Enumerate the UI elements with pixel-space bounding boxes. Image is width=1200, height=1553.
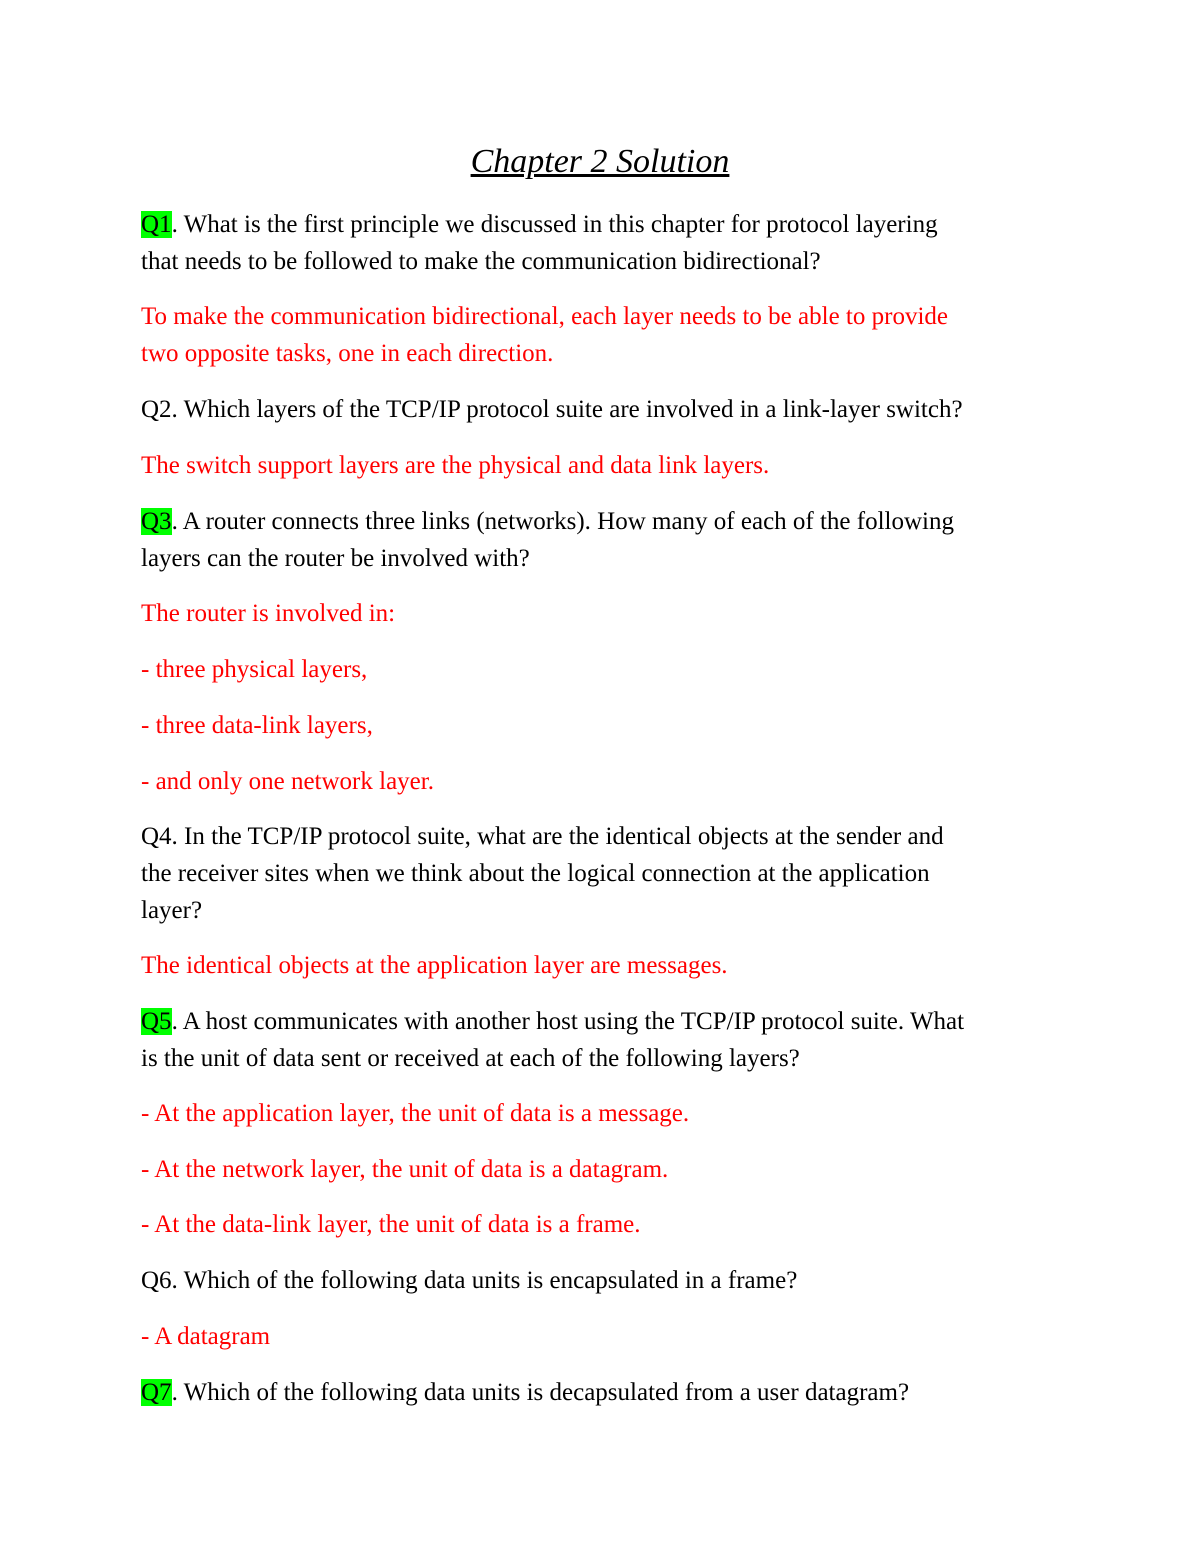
question-4-line-1: Q4. In the TCP/IP protocol suite, what are the identical objects at the sender and — [141, 823, 944, 850]
question-5 — [141, 1003, 1061, 1077]
question-5-line-2: is the unit of data sent or received at each of the following layers? — [141, 1045, 800, 1072]
question-1-label: Q1 — [141, 211, 172, 238]
answer-2 — [141, 447, 1061, 484]
question-7 — [141, 1374, 1061, 1411]
question-5-line-1: . A host communicates with another host using the TCP/IP protocol suite. What — [171, 1008, 965, 1035]
question-7-line-1: . Which of the following data units is decapsulated from a user datagram? — [171, 1379, 910, 1406]
question-4-line-2: the receiver sites when we think about the logical connection at the application — [141, 860, 930, 887]
answer-5-item-1-text: - At the application layer, the unit of data is a message. — [141, 1100, 690, 1127]
answer-3-item-1 — [141, 651, 1061, 688]
page-title: Chapter 2 Solution — [470, 143, 730, 180]
answer-3-item-3 — [141, 763, 1061, 800]
answer-6-text: - A datagram — [141, 1323, 271, 1350]
answer-5-item-2-text: - At the network layer, the unit of data is a datagram. — [141, 1156, 669, 1183]
answer-5-item-3 — [141, 1206, 1061, 1243]
question-1 — [141, 206, 1061, 280]
answer-3-item-2-text: - three data-link layers, — [141, 712, 373, 739]
answer-5-item-3-text: - At the data-link layer, the unit of data is a frame. — [141, 1211, 641, 1238]
answer-5-item-1 — [141, 1095, 1061, 1132]
answer-1-line-1: To make the communication bidirectional, each layer needs to be able to provide — [141, 303, 948, 330]
question-1-line-1: . What is the first principle we discussed in this chapter for protocol layering — [171, 211, 938, 238]
question-6-text: Q6. Which of the following data units is encapsulated in a frame? — [141, 1267, 798, 1294]
answer-5-item-2 — [141, 1151, 1061, 1188]
answer-3-item-1-text: - three physical layers, — [141, 656, 368, 683]
answer-4-text: The identical objects at the application layer are messages. — [141, 952, 728, 979]
answer-4 — [141, 947, 1061, 984]
question-3-line-1: . A router connects three links (networks). How many of each of the following — [171, 508, 954, 535]
answer-1-line-2: two opposite tasks, one in each direction. — [141, 340, 554, 367]
question-4 — [141, 818, 1061, 929]
question-1-line-2: that needs to be followed to make the communication bidirectional? — [141, 248, 821, 275]
question-3 — [141, 503, 1061, 577]
question-5-label: Q5 — [141, 1008, 172, 1035]
answer-3-item-3-text: - and only one network layer. — [141, 768, 434, 795]
question-3-line-2: layers can the router be involved with? — [141, 545, 530, 572]
question-2 — [141, 391, 1061, 428]
question-4-line-3: layer? — [141, 897, 203, 924]
question-3-label: Q3 — [141, 508, 172, 535]
question-6 — [141, 1262, 1061, 1299]
answer-6 — [141, 1318, 1061, 1355]
answer-2-text: The switch support layers are the physical and data link layers. — [141, 452, 770, 479]
question-2-text: Q2. Which layers of the TCP/IP protocol suite are involved in a link-layer switch? — [141, 396, 963, 423]
answer-3-item-2 — [141, 707, 1061, 744]
answer-3-intro-text: The router is involved in: — [141, 600, 396, 627]
answer-1 — [141, 298, 1061, 372]
question-7-label: Q7 — [141, 1379, 172, 1406]
answer-3-intro — [141, 595, 1061, 632]
